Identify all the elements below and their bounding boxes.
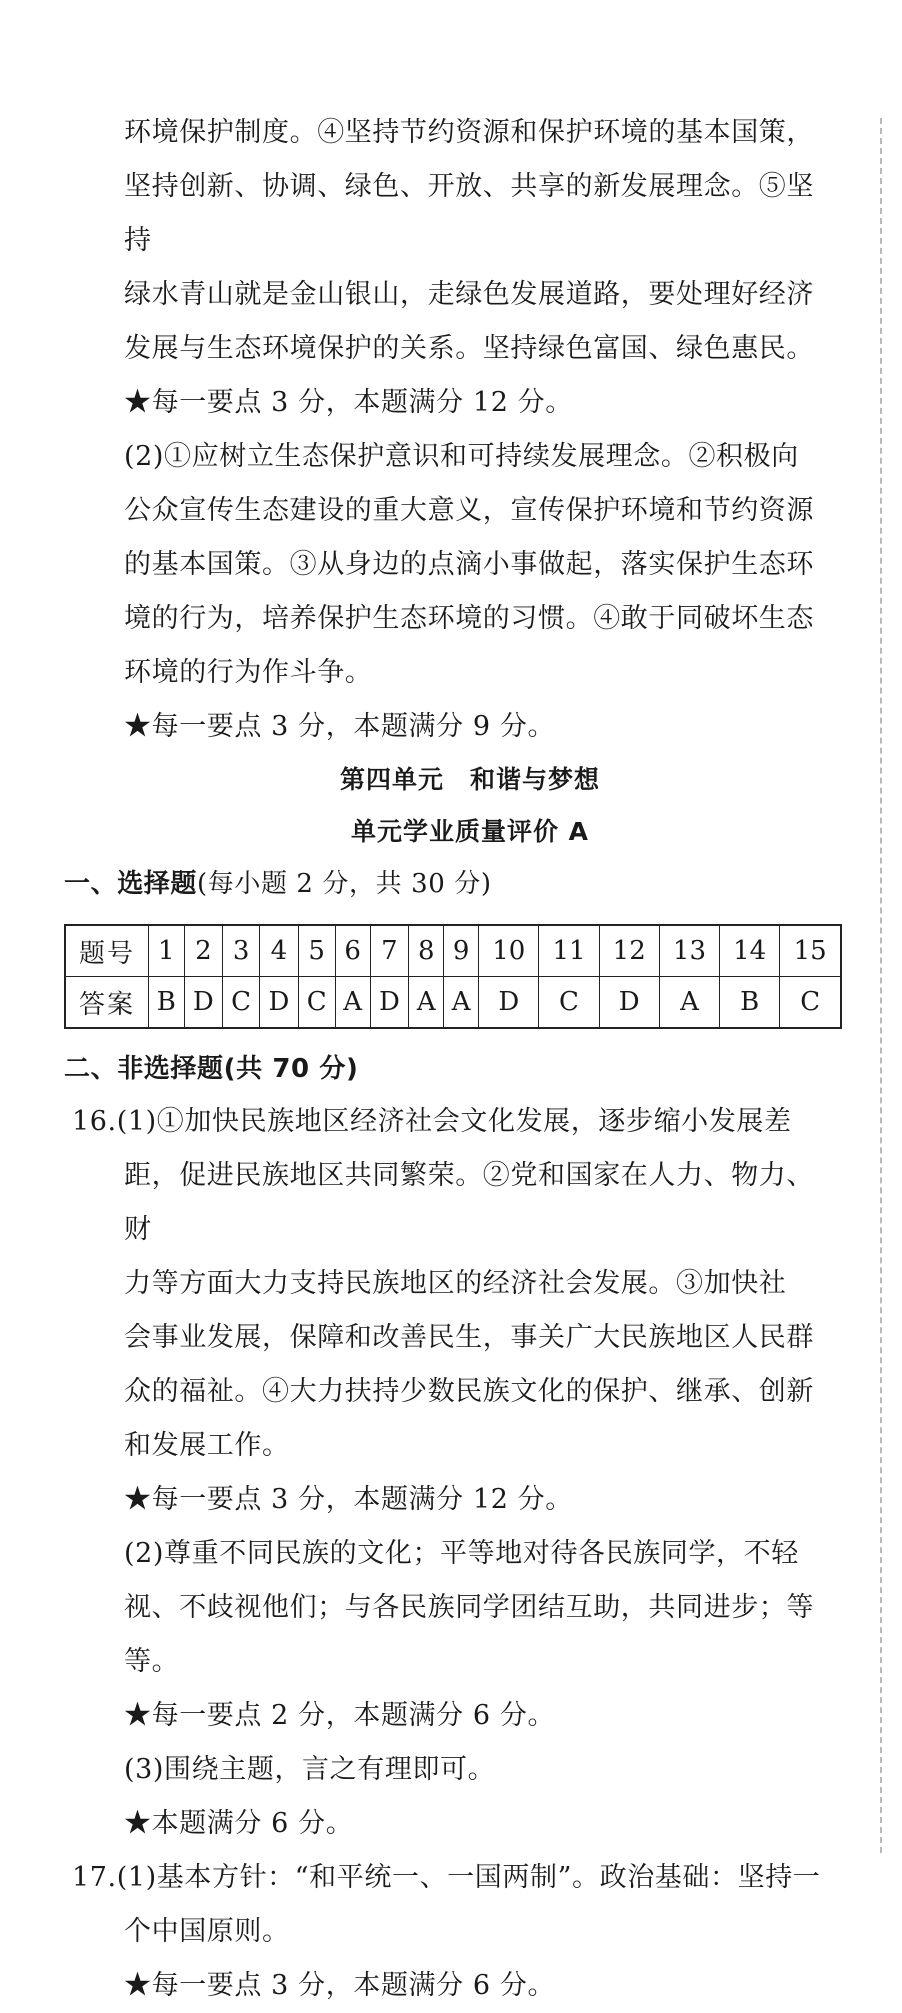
table-row-label: 题号 [65, 925, 149, 977]
score-note: ★每一要点 2 分，本题满分 6 分。 [124, 1700, 556, 1731]
table-cell: 14 [720, 925, 780, 977]
score-note: ★每一要点 3 分，本题满分 6 分。 [124, 1970, 556, 2001]
text-line: (2)尊重不同民族的文化；平等地对待各民族同学，不轻 [124, 1538, 799, 1569]
answer-table [64, 924, 842, 1029]
text-line: (2)①应树立生态保护意识和可持续发展理念。②积极向 [124, 441, 799, 472]
text-line: 会事业发展，保障和改善民生，事关广大民族地区人民群 [124, 1322, 814, 1353]
table-cell: A [444, 977, 479, 1029]
evaluation-title: 单元学业质量评价 A [350, 817, 590, 846]
table-cell: D [260, 977, 299, 1029]
table-cell: 6 [335, 925, 370, 977]
text-line: 境的行为，培养保护生态环境的习惯。④敢于同破坏生态 [124, 603, 814, 634]
question-16 [72, 1095, 830, 1851]
table-cell: A [659, 977, 719, 1029]
table-row-answers [65, 977, 841, 1029]
text-line: 众的福祉。④大力扶持少数民族文化的保护、继承、创新 [124, 1376, 814, 1407]
section-label: 二、非选择题(共 70 分) [64, 1054, 359, 1084]
text-line: 16.(1)①加快民族地区经济社会文化发展，逐步缩小发展差 [72, 1106, 792, 1137]
text-line: 的基本国策。③从身边的点滴小事做起，落实保护生态环 [124, 549, 814, 580]
table-cell: D [599, 977, 659, 1029]
text-line: (3)围绕主题，言之有理即可。 [124, 1754, 496, 1785]
table-cell: 12 [599, 925, 659, 977]
table-cell: D [479, 977, 539, 1029]
text-line: 17.(1)基本方针：“和平统一、一国两制”。政治基础：坚持一 [72, 1862, 821, 1893]
score-note: ★每一要点 3 分，本题满分 12 分。 [124, 1484, 573, 1515]
table-row-numbers [65, 925, 841, 977]
table-cell: 13 [659, 925, 719, 977]
score-note: ★每一要点 3 分，本题满分 12 分。 [124, 387, 573, 418]
text-line: 力等方面大力支持民族地区的经济社会发展。③加快社 [124, 1268, 787, 1299]
answer-key-content [64, 106, 830, 2013]
table-cell: 7 [370, 925, 409, 977]
table-cell: 15 [780, 925, 841, 977]
section-heading-choice [64, 858, 830, 910]
table-cell: 10 [479, 925, 539, 977]
table-cell: B [149, 977, 185, 1029]
unit-title: 第四单元 和谐与梦想 [339, 765, 600, 794]
section-label: 一、选择题 [64, 869, 198, 899]
question-17 [72, 1851, 830, 2013]
table-cell: 3 [223, 925, 260, 977]
table-row-label: 答案 [65, 977, 149, 1029]
table-cell: 4 [260, 925, 299, 977]
table-cell: C [298, 977, 335, 1029]
text-line: 环境的行为作斗争。 [124, 657, 373, 688]
text-line: 发展与生态环境保护的关系。坚持绿色富国、绿色惠民。 [124, 333, 814, 364]
text-line: 绿水青山就是金山银山，走绿色发展道路，要处理好经济 [124, 279, 814, 310]
table-cell: C [539, 977, 599, 1029]
table-cell: A [335, 977, 370, 1029]
page-dashed-margin-line [880, 118, 882, 1853]
score-note: ★本题满分 6 分。 [124, 1808, 354, 1839]
block1-text [80, 106, 830, 430]
text-line: 环境保护制度。④坚持节约资源和保护环境的基本国策， [124, 117, 814, 148]
table-cell: 8 [409, 925, 444, 977]
table-cell: 5 [298, 925, 335, 977]
block2-text [80, 430, 830, 754]
table-cell: D [370, 977, 409, 1029]
table-cell: A [409, 977, 444, 1029]
table-cell: C [780, 977, 841, 1029]
score-note: ★每一要点 3 分，本题满分 9 分。 [124, 711, 556, 742]
section-note: (每小题 2 分，共 30 分) [197, 869, 492, 899]
table-cell: 2 [184, 925, 223, 977]
table-cell: B [720, 977, 780, 1029]
section-heading-nonchoice [64, 1043, 830, 1095]
table-cell: 1 [149, 925, 185, 977]
text-line: 公众宣传生态建设的重大意义，宣传保护环境和节约资源 [124, 495, 814, 526]
text-line: 坚持创新、协调、绿色、开放、共享的新发展理念。⑤坚持 [124, 171, 814, 256]
table-cell: 11 [539, 925, 599, 977]
table-cell: 9 [444, 925, 479, 977]
text-line: 个中国原则。 [124, 1916, 290, 1947]
text-line: 视、不歧视他们；与各民族同学团结互助，共同进步；等等。 [124, 1592, 814, 1677]
text-line: 距，促进民族地区共同繁荣。②党和国家在人力、物力、财 [124, 1160, 814, 1245]
table-cell: C [223, 977, 260, 1029]
text-line: 和发展工作。 [124, 1430, 290, 1461]
table-cell: D [184, 977, 223, 1029]
